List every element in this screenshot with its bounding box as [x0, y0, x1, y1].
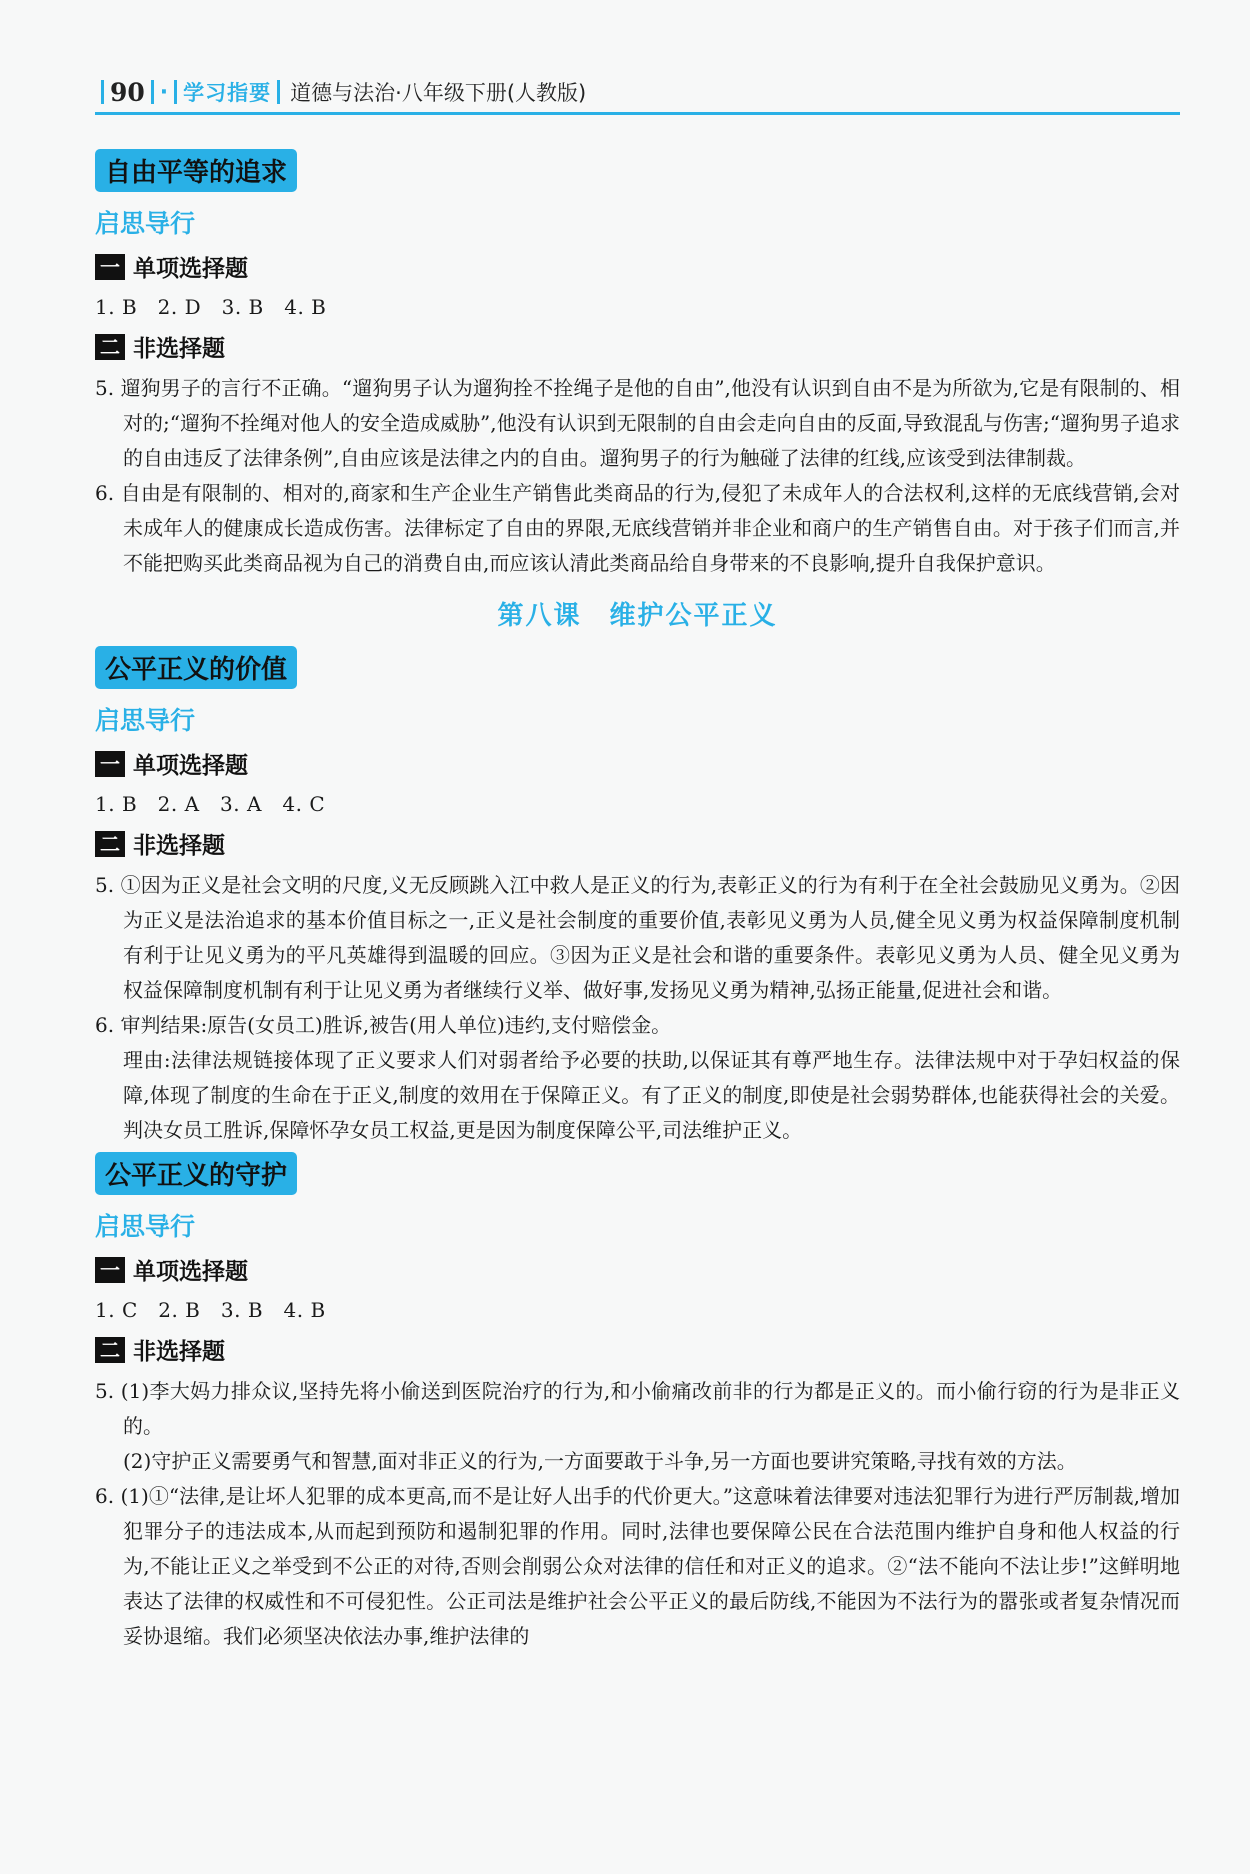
mc-answers: 1. B 2. A 3. A 4. C: [95, 792, 326, 816]
section-title: 自由平等的追求: [95, 149, 297, 192]
answer-paragraph: 5. (1)李大妈力排众议,坚持先将小偷送到医院治疗的行为,和小偷痛改前非的行为都是正义的。而小偷行窃的行为是非正义的。: [95, 1379, 1180, 1438]
section-guide: 启思导行: [95, 209, 196, 238]
page-content: [95, 145, 1180, 1654]
answer-paragraph: 6. 自由是有限制的、相对的,商家和生产企业生产销售此类商品的行为,侵犯了未成年人的合法权利,这样的无底线营销,会对未成年人的健康成长造成伤害。法律标定了自由的界限,无底线营销并非企业和商户的生产销售自由。对于孩子们而言,并不能把购买此类商品视为自己的消费自由,而应该认清此类商品给自身带来的不良影响,提升自我保护意识。: [95, 481, 1180, 575]
question-type-heading: [95, 1333, 1180, 1366]
question-type-heading: [95, 827, 1180, 860]
lesson-title: 第八课 维护公平正义: [497, 601, 778, 631]
question-type-label: 单项选择题: [133, 1259, 248, 1285]
question-type-heading: [95, 250, 1180, 283]
question-type-label: 单项选择题: [133, 256, 248, 282]
question-type-heading: [95, 330, 1180, 363]
question-type-number: 一: [95, 254, 125, 280]
question-type-number: 一: [95, 1257, 125, 1283]
header-brand: 学习指要: [183, 81, 272, 105]
answer-paragraph: 理由:法律法规链接体现了正义要求人们对弱者给予必要的扶助,以保证其有尊严地生存。法律法规中对于孕妇权益的保障,体现了制度的生命在于正义,制度的效用在于保障正义。有了正义的制度,即使是社会弱势群体,也能获得社会的关爱。判决女员工胜诉,保障怀孕女员工权益,更是因为制度保障公平,司法维护正义。: [123, 1048, 1180, 1142]
header-dot: ·: [159, 79, 169, 105]
header-bar-icon: [151, 80, 154, 104]
question-type-label: 非选择题: [133, 833, 225, 859]
section-guide: 启思导行: [95, 706, 196, 735]
mc-answers: 1. C 2. B 3. B 4. B: [95, 1298, 326, 1322]
page-header: [95, 72, 1180, 115]
answer-paragraph: 6. 审判结果:原告(女员工)胜诉,被告(用人单位)违约,支付赔偿金。: [95, 1013, 672, 1037]
section-title: 公平正义的守护: [95, 1152, 297, 1195]
header-bar-icon: [277, 80, 280, 104]
answer-paragraph: 5. ①因为正义是社会文明的尺度,义无反顾跳入江中救人是正义的行为,表彰正义的行为有利于在全社会鼓励见义勇为。②因为正义是法治追求的基本价值目标之一,正义是社会制度的重要价值,表彰见义勇为人员,健全见义勇为权益保障制度机制有利于让见义勇为的平凡英雄得到温暖的回应。③因为正义是社会和谐的重要条件。表彰见义勇为人员、健全见义勇为权益保障制度机制有利于让见义勇为者继续行义举、做好事,发扬见义勇为精神,弘扬正能量,促进社会和谐。: [95, 873, 1180, 1002]
page-number: 90: [110, 77, 145, 107]
header-bar-icon: [174, 80, 177, 104]
question-type-number: 二: [95, 1337, 125, 1363]
section-guide: 启思导行: [95, 1212, 196, 1241]
question-type-heading: [95, 1253, 1180, 1286]
question-type-number: 一: [95, 751, 125, 777]
answer-paragraph: 5. 遛狗男子的言行不正确。“遛狗男子认为遛狗拴不拴绳子是他的自由”,他没有认识到自由不是为所欲为,它是有限制的、相对的;“遛狗不拴绳对他人的安全造成威胁”,他没有认识到无限制的自由会走向自由的反面,导致混乱与伤害;“遛狗男子追求的自由违反了法律条例”,自由应该是法律之内的自由。遛狗男子的行为触碰了法律的红线,应该受到法律制裁。: [95, 376, 1180, 470]
section-title: 公平正义的价值: [95, 646, 297, 689]
question-type-label: 非选择题: [133, 336, 225, 362]
question-type-number: 二: [95, 831, 125, 857]
question-type-heading: [95, 747, 1180, 780]
mc-answers: 1. B 2. D 3. B 4. B: [95, 295, 327, 319]
question-type-number: 二: [95, 334, 125, 360]
answer-paragraph: (2)守护正义需要勇气和智慧,面对非正义的行为,一方面要敢于斗争,另一方面也要讲究策略,寻找有效的方法。: [123, 1449, 1077, 1473]
answer-paragraph: 6. (1)①“法律,是让坏人犯罪的成本更高,而不是让好人出手的代价更大。”这意味着法律要对违法犯罪行为进行严厉制裁,增加犯罪分子的违法成本,从而起到预防和遏制犯罪的作用。同时,法律也要保障公民在合法范围内维护自身和他人权益的行为,不能让正义之举受到不公正的对待,否则会削弱公众对法律的信任和对正义的追求。②“法不能向不法让步!”这鲜明地表达了法律的权威性和不可侵犯性。公正司法是维护社会公平正义的最后防线,不能因为不法行为的嚣张或者复杂情况而妥协退缩。我们必须坚决依法办事,维护法律的: [95, 1484, 1180, 1648]
question-type-label: 非选择题: [133, 1339, 225, 1365]
question-type-label: 单项选择题: [133, 753, 248, 779]
header-bar-icon: [101, 80, 104, 104]
header-book-title: 道德与法治·八年级下册(人教版): [290, 81, 587, 105]
